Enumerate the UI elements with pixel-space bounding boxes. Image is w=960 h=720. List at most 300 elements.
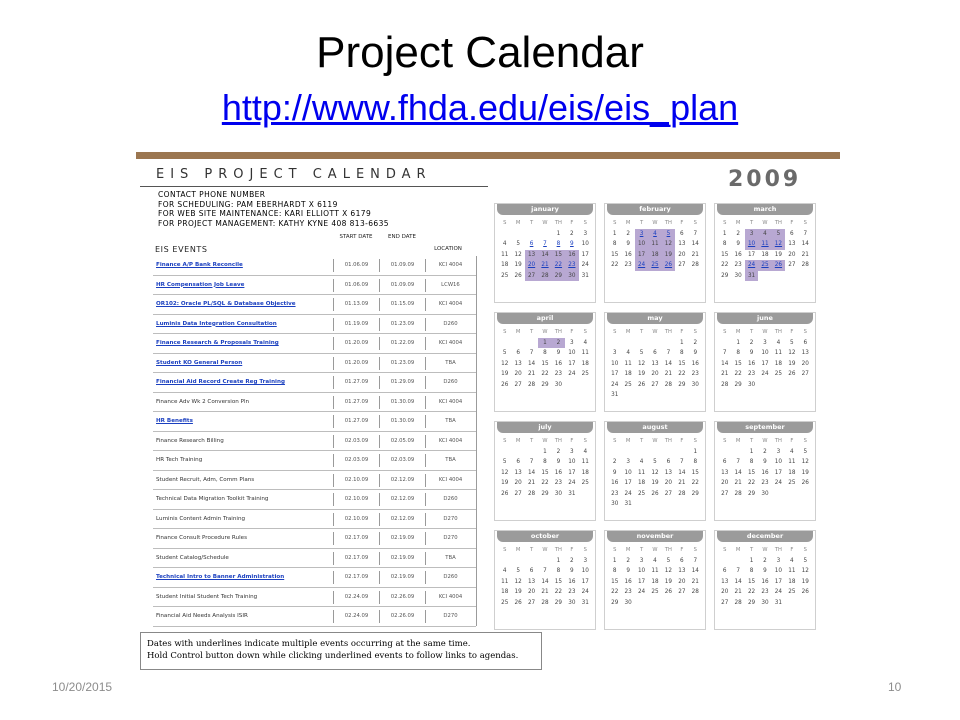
- event-link[interactable]: OR102: Oracle PL/SQL & Database Objective: [156, 301, 296, 307]
- event-end-date: 02.12.09: [379, 513, 425, 526]
- event-link[interactable]: Luminis Data Integration Consultation: [156, 320, 277, 327]
- day-cell: 20: [721, 480, 729, 486]
- day-cell: 4: [790, 448, 794, 455]
- day-cell: 28: [691, 589, 699, 595]
- day-cell: 25: [651, 589, 659, 595]
- month-name: april: [497, 313, 593, 324]
- day-cell: 30: [624, 599, 632, 606]
- day-cell: 7: [529, 350, 534, 356]
- empty-day: [608, 447, 621, 458]
- day-link[interactable]: 6: [529, 241, 534, 247]
- weekday-label: M: [515, 547, 521, 553]
- day-cell: 18: [648, 250, 661, 261]
- day-cell: 5: [803, 557, 808, 564]
- month-name: january: [497, 204, 593, 215]
- weekday-label: T: [639, 547, 644, 553]
- day-cell: 24: [637, 589, 646, 595]
- day-cell: 29: [747, 599, 756, 606]
- weekday-label: TH: [664, 220, 672, 226]
- day-link[interactable]: 7: [543, 241, 547, 247]
- day-cell: 12: [662, 239, 675, 250]
- day-cell: 4: [776, 339, 781, 346]
- event-link[interactable]: HR Compensation Job Leave: [156, 281, 245, 288]
- event-start-date: 02.10.09: [333, 493, 379, 506]
- day-cell: 2: [612, 459, 617, 465]
- day-cell: 3: [570, 448, 574, 455]
- day-link[interactable]: 8: [556, 241, 561, 247]
- day-cell: 4: [626, 350, 630, 356]
- day-cell: 19: [664, 578, 673, 585]
- day-cell: 27: [678, 262, 686, 268]
- day-cell: 13: [678, 241, 686, 247]
- weekday-label: M: [515, 438, 521, 444]
- page-number: 10: [888, 680, 902, 694]
- weekday-label: TH: [554, 329, 562, 335]
- day-cell: 22: [541, 371, 549, 377]
- day-cell: 17: [568, 469, 576, 476]
- day-cell: 30: [761, 599, 769, 606]
- day-link[interactable]: 10: [745, 239, 758, 250]
- day-cell: 9: [556, 459, 561, 465]
- day-cell: 29: [747, 490, 756, 497]
- weekday-label: M: [515, 329, 521, 335]
- day-cell: 24: [568, 371, 576, 377]
- weekday-label: F: [790, 220, 794, 226]
- event-link[interactable]: Finance A/P Bank Reconcile: [156, 262, 243, 268]
- day-cell: 15: [541, 469, 549, 476]
- event-start-date: 01.20.09: [333, 337, 379, 350]
- day-cell: 11: [651, 568, 659, 574]
- day-link[interactable]: 9: [570, 241, 574, 247]
- weekday-label: T: [639, 329, 644, 335]
- day-cell: 3: [745, 229, 758, 240]
- day-cell: 26: [801, 480, 809, 486]
- weekday-label: M: [735, 329, 741, 335]
- month-april: [494, 312, 596, 412]
- event-end-date: 01.22.09: [379, 337, 425, 350]
- day-cell: 26: [514, 272, 522, 279]
- day-link[interactable]: 22: [552, 260, 565, 271]
- events-header: EIS EVENTS: [155, 245, 208, 254]
- day-cell: 12: [801, 459, 809, 465]
- day-cell: 13: [514, 469, 522, 476]
- day-link[interactable]: 24: [745, 260, 758, 271]
- day-cell: 31: [611, 392, 619, 398]
- top-bar: [136, 152, 840, 159]
- weekday-label: F: [790, 438, 794, 444]
- slide-title: Project Calendar: [316, 28, 644, 77]
- day-cell: 28: [541, 599, 549, 606]
- day-cell: 6: [529, 568, 534, 574]
- day-cell: 24: [761, 371, 769, 377]
- day-cell: 18: [761, 251, 769, 258]
- day-cell: 15: [734, 360, 742, 367]
- month-january: [494, 203, 596, 303]
- day-cell: 22: [747, 589, 756, 595]
- day-cell: 1: [749, 448, 754, 455]
- day-cell: 13: [678, 568, 686, 574]
- event-row: [153, 549, 476, 569]
- event-link[interactable]: Financial Aid Record Create Reg Training: [156, 379, 285, 385]
- day-cell: 4: [653, 557, 657, 564]
- day-cell: 5: [653, 459, 657, 465]
- day-cell: 21: [734, 480, 742, 486]
- day-cell: 8: [543, 350, 547, 356]
- day-link[interactable]: 12: [772, 239, 785, 250]
- empty-day: [525, 338, 538, 349]
- month-name: december: [717, 531, 813, 542]
- event-link[interactable]: Student KO General Person: [156, 359, 243, 366]
- weekday-label: S: [583, 329, 587, 335]
- day-cell: 3: [583, 557, 588, 564]
- weekday-label: W: [542, 438, 548, 444]
- day-link[interactable]: 5: [662, 229, 675, 240]
- day-cell: 15: [611, 578, 619, 585]
- day-cell: 13: [721, 578, 729, 585]
- day-cell: 30: [761, 490, 769, 497]
- day-cell: 7: [529, 459, 534, 465]
- empty-day: [731, 556, 744, 567]
- weekday-label: M: [735, 438, 741, 444]
- day-cell: 6: [680, 557, 684, 564]
- day-cell: 11: [581, 459, 589, 465]
- day-cell: 5: [666, 557, 671, 564]
- weekday-label: T: [639, 220, 644, 226]
- day-cell: 7: [543, 568, 547, 574]
- event-name: Finance Consult Procedure Rules: [156, 535, 248, 541]
- day-link[interactable]: 11: [758, 239, 771, 250]
- day-cell: 26: [501, 490, 509, 497]
- day-link[interactable]: 26: [662, 260, 675, 271]
- weekday-label: T: [749, 438, 754, 444]
- day-cell: 12: [514, 251, 522, 258]
- weekday-label: W: [652, 438, 658, 444]
- month-name: november: [607, 531, 703, 542]
- day-cell: 28: [721, 381, 729, 388]
- weekday-label: W: [542, 220, 548, 226]
- weekday-label: S: [803, 547, 807, 553]
- day-cell: 16: [554, 469, 563, 476]
- day-cell: 2: [552, 338, 565, 349]
- event-end-date: 01.29.09: [379, 376, 425, 389]
- day-cell: 15: [552, 250, 565, 261]
- event-name: Finance Adv Wk 2 Conversion Pln: [156, 398, 250, 405]
- day-cell: 1: [556, 557, 561, 564]
- day-cell: 14: [801, 241, 809, 247]
- day-cell: 29: [611, 599, 619, 606]
- weekday-label: S: [723, 547, 727, 553]
- table-divider: [476, 256, 477, 626]
- day-cell: 16: [568, 578, 576, 585]
- day-cell: 6: [516, 350, 520, 356]
- day-cell: 25: [501, 599, 509, 606]
- empty-day: [525, 229, 538, 240]
- month-name: march: [717, 204, 813, 215]
- day-cell: 14: [691, 241, 699, 247]
- event-name: Finance Research Billing: [156, 437, 224, 444]
- event-row: [153, 568, 476, 588]
- day-cell: 12: [788, 350, 796, 356]
- day-cell: 22: [678, 371, 686, 377]
- empty-day: [718, 338, 731, 349]
- day-cell: 28: [691, 262, 699, 268]
- day-cell: 12: [501, 469, 509, 476]
- day-cell: 12: [664, 568, 673, 574]
- day-cell: 22: [721, 262, 729, 268]
- weekday-label: F: [570, 438, 574, 444]
- event-start-date: 01.13.09: [333, 298, 379, 311]
- weekday-label: S: [693, 547, 697, 553]
- day-cell: 1: [612, 230, 617, 237]
- event-name: Financial Aid Needs Analysis ISIR: [156, 613, 248, 619]
- month-june: [714, 312, 816, 412]
- event-name: Student Catalog/Schedule: [156, 554, 229, 561]
- weekday-label: M: [625, 329, 631, 335]
- event-end-date: 02.19.09: [379, 532, 425, 545]
- month-days-grid: [498, 327, 592, 390]
- day-cell: 10: [581, 241, 589, 247]
- day-cell: 31: [745, 271, 758, 282]
- event-start-date: 02.17.09: [333, 571, 379, 584]
- day-cell: 31: [624, 501, 632, 507]
- weekday-label: S: [583, 220, 587, 226]
- day-cell: 3: [763, 339, 767, 346]
- weekday-label: W: [762, 438, 768, 444]
- day-cell: 23: [734, 262, 742, 268]
- day-cell: 30: [691, 381, 699, 388]
- day-cell: 5: [772, 229, 785, 240]
- day-cell: 26: [637, 381, 646, 388]
- day-cell: 13: [801, 350, 809, 356]
- day-link[interactable]: 25: [758, 260, 771, 271]
- empty-day: [498, 556, 511, 567]
- day-cell: 21: [678, 480, 686, 486]
- contact-scheduling: FOR SCHEDULING: PAM EBERHARDT X 6119: [158, 199, 338, 209]
- day-cell: 20: [514, 480, 522, 486]
- day-cell: 26: [664, 589, 673, 595]
- day-cell: 21: [691, 251, 699, 258]
- weekday-label: F: [570, 329, 574, 335]
- day-cell: 9: [626, 568, 630, 574]
- day-cell: 18: [501, 262, 509, 268]
- event-location: D260: [425, 318, 475, 331]
- event-name: Student Recruit, Adm, Comm Plans: [156, 476, 255, 483]
- day-link[interactable]: 23: [565, 260, 578, 271]
- day-link[interactable]: 20: [525, 260, 538, 271]
- day-cell: 21: [527, 371, 536, 377]
- weekday-label: S: [803, 438, 807, 444]
- day-link[interactable]: 3: [635, 229, 648, 240]
- day-cell: 25: [637, 490, 646, 497]
- day-cell: 6: [666, 459, 671, 465]
- day-cell: 1: [693, 448, 698, 455]
- day-cell: 6: [722, 568, 727, 574]
- weekday-label: M: [625, 438, 631, 444]
- day-cell: 25: [581, 480, 589, 486]
- day-cell: 11: [624, 360, 632, 367]
- month-name: june: [717, 313, 813, 324]
- event-start-date: 02.24.09: [333, 610, 379, 623]
- event-row: [153, 510, 476, 530]
- day-cell: 25: [581, 371, 589, 377]
- event-row: [153, 334, 476, 354]
- day-cell: 30: [734, 272, 742, 279]
- day-cell: 18: [581, 360, 589, 367]
- day-cell: 23: [554, 371, 563, 377]
- day-cell: 28: [664, 381, 673, 388]
- month-name: september: [717, 422, 813, 433]
- day-cell: 24: [568, 480, 576, 486]
- month-november: [604, 530, 706, 630]
- day-cell: 14: [678, 469, 686, 476]
- event-row: [153, 276, 476, 296]
- event-end-date: 02.05.09: [379, 435, 425, 448]
- day-cell: 14: [734, 578, 742, 585]
- day-cell: 18: [501, 589, 509, 595]
- event-link[interactable]: HR Benefits: [156, 418, 193, 424]
- day-cell: 13: [664, 469, 673, 476]
- day-cell: 13: [514, 360, 522, 367]
- day-cell: 4: [502, 568, 507, 574]
- day-cell: 4: [790, 557, 794, 564]
- event-end-date: 02.12.09: [379, 493, 425, 506]
- day-link[interactable]: 26: [772, 260, 785, 271]
- day-cell: 10: [568, 350, 576, 356]
- day-cell: 18: [788, 469, 796, 476]
- day-cell: 7: [803, 230, 808, 237]
- day-link[interactable]: 21: [538, 260, 551, 271]
- weekday-label: TH: [664, 547, 672, 553]
- weekday-label: T: [529, 220, 534, 226]
- weekday-label: F: [680, 220, 684, 226]
- day-cell: 10: [761, 350, 769, 356]
- weekday-label: F: [790, 547, 794, 553]
- day-cell: 5: [516, 241, 520, 247]
- day-cell: 18: [624, 371, 632, 377]
- day-cell: 29: [691, 490, 699, 497]
- day-cell: 9: [763, 568, 767, 574]
- day-cell: 10: [774, 459, 783, 465]
- weekday-label: T: [529, 438, 534, 444]
- day-cell: 10: [637, 568, 646, 574]
- event-link[interactable]: Finance Research & Proposals Training: [156, 340, 279, 346]
- day-cell: 30: [747, 381, 756, 388]
- day-cell: 19: [651, 480, 659, 486]
- day-cell: 3: [612, 350, 617, 356]
- calendar-year: 2009: [728, 167, 802, 192]
- day-cell: 3: [776, 448, 781, 455]
- day-cell: 8: [749, 459, 754, 465]
- day-cell: 7: [680, 459, 684, 465]
- day-cell: 25: [501, 272, 509, 279]
- day-cell: 15: [747, 469, 756, 476]
- month-name: may: [607, 313, 703, 324]
- weekday-label: TH: [664, 329, 672, 335]
- weekday-label: M: [735, 547, 741, 553]
- day-cell: 27: [678, 589, 686, 595]
- event-location: D260: [425, 376, 475, 389]
- day-cell: 22: [747, 480, 756, 486]
- event-location: KCI 4004: [425, 259, 475, 272]
- month-name: july: [497, 422, 593, 433]
- day-cell: 27: [514, 381, 522, 388]
- day-cell: 27: [527, 599, 536, 606]
- day-cell: 19: [788, 360, 796, 367]
- day-cell: 11: [501, 578, 509, 585]
- day-cell: 13: [788, 241, 796, 247]
- day-cell: 23: [554, 480, 563, 486]
- day-cell: 14: [664, 360, 673, 367]
- day-cell: 8: [693, 459, 698, 465]
- day-cell: 12: [637, 360, 646, 367]
- day-link[interactable]: 25: [648, 260, 661, 271]
- day-cell: 21: [541, 589, 549, 595]
- day-cell: 24: [581, 262, 589, 268]
- day-cell: 3: [583, 230, 588, 237]
- day-cell: 18: [581, 469, 589, 476]
- empty-day: [662, 447, 675, 458]
- day-link[interactable]: 4: [648, 229, 661, 240]
- weekday-label: TH: [774, 547, 782, 553]
- weekday-label: W: [762, 220, 768, 226]
- day-cell: 18: [774, 360, 783, 367]
- day-cell: 14: [538, 250, 551, 261]
- day-cell: 15: [721, 251, 729, 258]
- day-cell: 14: [527, 360, 536, 367]
- month-name: february: [607, 204, 703, 215]
- day-cell: 2: [749, 339, 754, 346]
- day-cell: 6: [803, 339, 808, 346]
- day-cell: 7: [736, 459, 740, 465]
- weekday-label: S: [693, 329, 697, 335]
- contact-heading: CONTACT PHONE NUMBER: [158, 190, 266, 199]
- day-cell: 9: [736, 241, 740, 247]
- day-cell: 29: [721, 272, 729, 279]
- day-cell: 26: [788, 371, 796, 377]
- weekday-label: TH: [554, 220, 562, 226]
- event-link[interactable]: Technical Intro to Banner Administration: [156, 574, 285, 580]
- plan-url-link[interactable]: http://www.fhda.edu/eis/eis_plan: [221, 87, 739, 128]
- day-cell: 16: [565, 250, 578, 261]
- weekday-label: S: [613, 438, 617, 444]
- weekday-label: S: [723, 438, 727, 444]
- contact-project-management: FOR PROJECT MANAGEMENT: KATHY KYNE 408 813-6635: [158, 218, 389, 228]
- day-cell: 28: [538, 271, 551, 282]
- day-cell: 16: [554, 360, 563, 367]
- day-cell: 20: [678, 251, 686, 258]
- day-cell: 20: [788, 251, 796, 258]
- day-cell: 28: [734, 490, 742, 497]
- event-location: TBA: [425, 415, 475, 428]
- month-name: august: [607, 422, 703, 433]
- event-location: D260: [425, 493, 475, 506]
- event-end-date: 02.12.09: [379, 474, 425, 487]
- day-cell: 10: [774, 568, 783, 574]
- day-link[interactable]: 24: [635, 260, 648, 271]
- day-cell: 5: [639, 350, 644, 356]
- day-cell: 14: [734, 469, 742, 476]
- day-cell: 8: [543, 459, 547, 465]
- event-start-date: 01.06.09: [333, 279, 379, 292]
- weekday-label: S: [723, 329, 727, 335]
- day-cell: 4: [583, 339, 588, 346]
- day-cell: 31: [581, 599, 589, 606]
- event-row: [153, 412, 476, 432]
- day-cell: 1: [538, 338, 551, 349]
- empty-day: [511, 556, 524, 567]
- day-cell: 4: [639, 459, 644, 465]
- day-cell: 25: [788, 589, 796, 595]
